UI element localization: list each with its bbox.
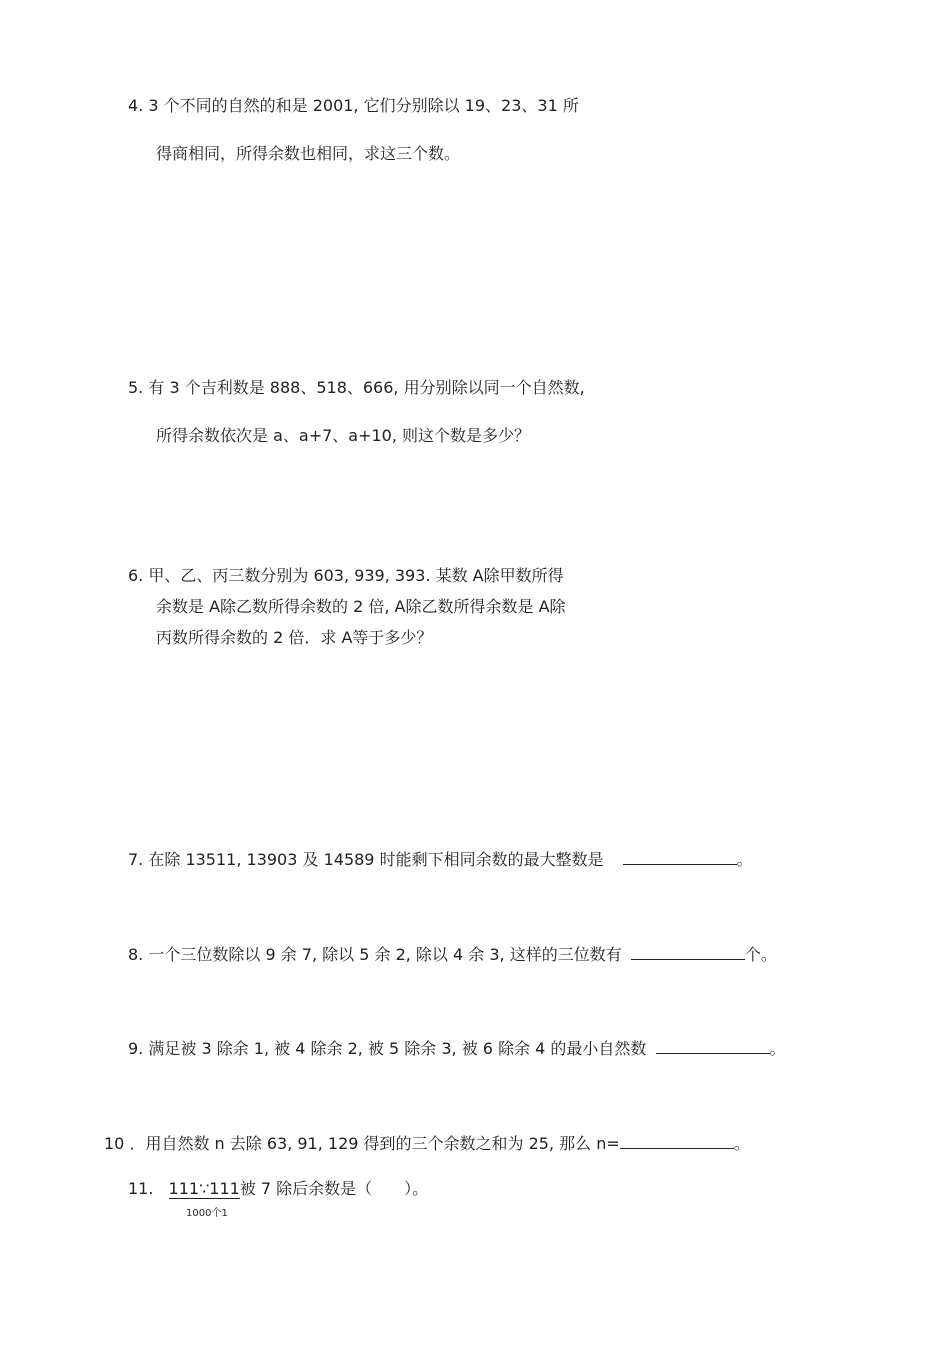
q5-line2: 所得余数依次是 a、a+7、a+10, 则这个数是多少？ [156, 426, 531, 445]
q9-answer-blank[interactable] [656, 1037, 770, 1054]
q11-number: 11. [128, 1179, 154, 1198]
q11-line [128, 1179, 428, 1199]
q11-ones: 111∵111 [168, 1179, 240, 1198]
q4-line2: 得商相同，所得余数也相同，求这三个数。 [156, 144, 461, 163]
q9-end: 。 [769, 1039, 786, 1058]
q9-line [128, 1037, 786, 1059]
q7-answer-blank[interactable] [623, 848, 737, 865]
q6-line1: 6. 甲、乙、丙三数分别为 603, 939, 393. 某数 A除甲数所得 [128, 566, 564, 585]
q10-answer-blank[interactable] [620, 1132, 734, 1149]
q11-brace-label: 1000个1 [186, 1208, 228, 1219]
q10-line [104, 1132, 750, 1154]
q8-text: 8. 一个三位数除以 9 余 7, 除以 5 余 2, 除以 4 余 3, 这样的三位数有 [128, 945, 622, 964]
q7-text: 7. 在除 13511, 13903 及 14589 时能剩下相同余数的最大整数是 [128, 850, 604, 869]
q9-text: 9. 满足被 3 除余 1, 被 4 除余 2, 被 5 除余 3, 被 6 除余 4 的最小自然数 [128, 1039, 647, 1058]
q5-line1: 5. 有 3 个吉利数是 888、518、666, 用分别除以同一个自然数, [128, 378, 585, 397]
q11-text: 被 7 除后余数是（ ）。 [239, 1179, 429, 1198]
q7-line [128, 848, 753, 870]
q10-end: 。 [733, 1134, 750, 1153]
q6-line3: 丙数所得余数的 2 倍．求 A等于多少？ [156, 628, 433, 647]
q8-line [128, 943, 777, 965]
q6-line2: 余数是 A除乙数所得余数的 2 倍, A除乙数所得余数是 A除 [156, 597, 566, 616]
q8-answer-blank[interactable] [631, 943, 745, 960]
q8-end: 个。 [744, 945, 777, 964]
q4-line1: 4. 3 个不同的自然的和是 2001, 它们分别除以 19、23、31 所 [128, 96, 579, 115]
q7-end: 。 [736, 850, 753, 869]
q10-text: 10 ．用自然数 n 去除 63, 91, 129 得到的三个余数之和为 25, 那么 n= [104, 1134, 620, 1153]
